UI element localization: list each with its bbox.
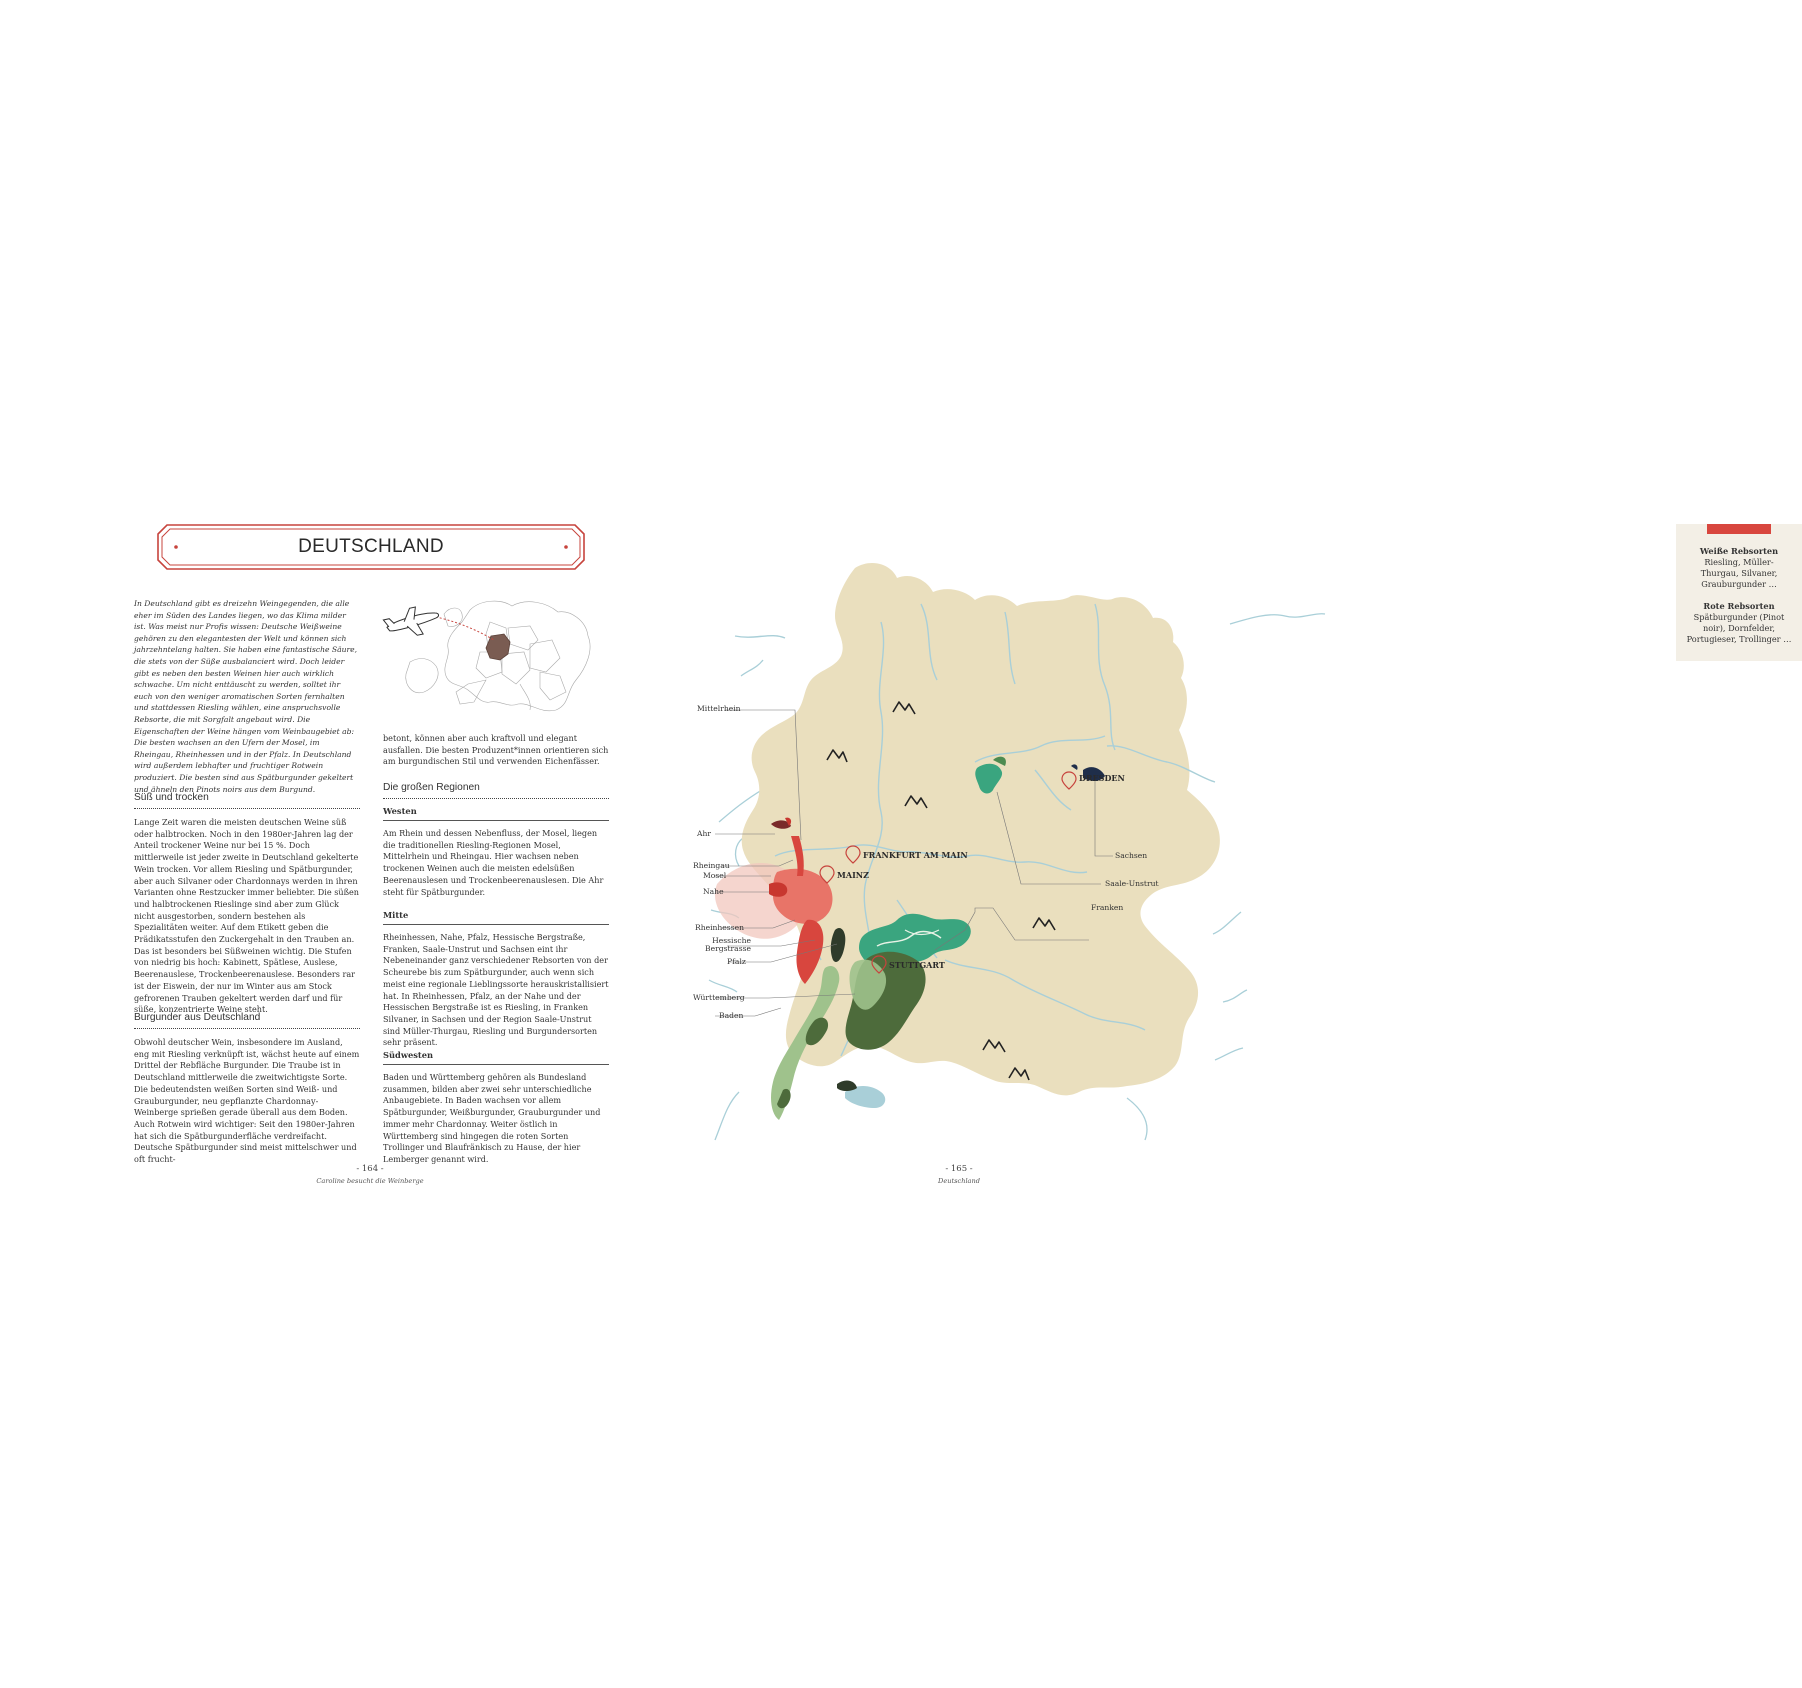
label-mittelrhein: Mittelrhein	[697, 704, 741, 713]
section-heading-regions: Die großen Regionen	[383, 782, 480, 793]
europe-mini-map	[390, 592, 595, 718]
flight-path	[432, 616, 494, 640]
running-head-left: Caroline besucht die Weinberge	[316, 1177, 424, 1185]
region-text-mid: Rheinhessen, Nahe, Pfalz, Hessische Bergstraße, Franken, Saale-Unstrut und Sachsen eint ihr Nebeneinander ganz verschiedener Rebsorten von der Scheurebe bis zum Spätburgunder, auch wenn sich meist eine regionale Lieblingssorte herauskristallisiert hat. In Rheinhessen, Pfalz, an der Nahe und der Hessischen Bergstraße ist es Riesling, in Franken Silvaner, in Sachsen und der Region Saale-Unstrut sind Müller-Thurgau, Riesling und Burgundersorten sehr präsent.	[383, 932, 609, 1048]
city-dresden: DRESDEN	[1079, 773, 1125, 783]
left-page	[0, 0, 675, 1688]
legend-red-title: Rote Rebsorten	[1703, 601, 1775, 611]
legend-white-title: Weiße Rebsorten	[1699, 546, 1779, 556]
region-heading-mid: Mitte	[383, 910, 409, 920]
region-rule	[383, 924, 609, 925]
section-heading-burgunder: Burgunder aus Deutschland	[134, 1012, 261, 1023]
region-text-west: Am Rhein und dessen Nebenfluss, der Mosel, liegen die traditionellen Riesling-Regionen Mosel, Mittelrhein und Rheingau. Hier wachsen neben trockenen Weinen auch die meisten edelsüßen Beerenauslesen und Trockenbeerenauslesen. Die Ahr steht für Spätburgunder.	[383, 828, 604, 897]
label-ahr: Ahr	[697, 829, 712, 838]
page-number-left: - 164 -	[356, 1164, 384, 1174]
label-rheinhessen: Rheinhessen	[695, 923, 744, 932]
label-baden: Baden	[719, 1011, 744, 1020]
section-rule	[134, 808, 360, 809]
section-text-burgunder: Obwohl deutscher Wein, insbesondere im Ausland, eng mit Riesling verknüpft ist, wächst heute auf einem Drittel der Rebfläche Burgunder. Die Traube ist in Deutschland mittlerweile die zweitwichtigste Sorte. Die bedeutendsten weißen Sorten sind Weiß- und Grauburgunder, neu gepflanzte Chardonnay-Weinberge sprießen gerade überall aus dem Boden. Auch Rotwein wird wichtiger: Seit den 1980er-Jahren hat sich die Spätburgunderfläche verdreifacht. Deutsche Spätburgunder sind meist mittelschwer und oft frucht-	[134, 1037, 360, 1165]
section-heading-sweet-dry: Süß und trocken	[134, 792, 209, 803]
right-page	[675, 0, 1792, 1688]
label-rheingau: Rheingau	[693, 861, 730, 870]
plane-icon	[382, 603, 442, 642]
intro-text: In Deutschland gibt es dreizehn Weingegenden, die alle eher im Süden des Landes liegen, wo das Klima milder ist. Was meist nur Profis wissen: Deutsche Weißweine gehören zu den elegantesten der Welt und können sich jahrzehntelang halten. Sie haben eine fantastische Säure, die stets von der Süße ausbalanciert wird. Doch leider gibt es neben den besten Weinen hier auch wirklich schwache. Um nicht enttäuscht zu werden, solltet ihr euch von den weniger aromatischen Sorten fernhalten und stattdessen Riesling wählen, eine anspruchsvolle Rebsorte, die mit Sorgfalt angebaut wird. Die Eigenschaften der Weine hängen vom Weinbaugebiet ab: Die besten wachsen an den Ufern der Mosel, im Rheingau, Rheinhessen und in der Pfalz. In Deutschland wird außerdem lebhafter und fruchtiger Rotwein produziert. Die besten sind aus Spätburgunder gekeltert und ähneln den Pinots noirs aus dem Burgund.	[134, 599, 358, 794]
legend-red-text: Spätburgunder (Pinot noir), Dornfelder, Portugieser, Trollinger …	[1686, 612, 1792, 644]
label-sachsen: Sachsen	[1115, 851, 1148, 860]
label-saale-unstrut: Saale-Unstrut	[1105, 879, 1159, 888]
city-mainz: MAINZ	[837, 870, 869, 880]
label-wuerttemberg: Württemberg	[693, 993, 745, 1002]
running-head-right: Deutschland	[938, 1177, 980, 1185]
column2-continuation: betont, können aber auch kraftvoll und elegant ausfallen. Die besten Produzent*innen orientieren sich am burgundischen Stil und verwenden Eichenfässer.	[383, 733, 609, 767]
germany-wine-map	[675, 500, 1350, 1200]
region-heading-west: Westen	[383, 806, 417, 816]
label-pfalz: Pfalz	[727, 957, 746, 966]
germany-highlight	[486, 634, 510, 660]
section-rule	[134, 1028, 360, 1029]
section-rule	[383, 798, 609, 799]
legend-tab	[1707, 524, 1771, 534]
label-franken: Franken	[1091, 903, 1124, 912]
legend-white-text: Riesling, Müller-Thurgau, Silvaner, Grauburgunder …	[1700, 557, 1778, 589]
region-text-southwest: Baden und Württemberg gehören als Bundesland zusammen, bilden aber zwei sehr unterschiedliche Anbaugebiete. In Baden wachsen vor allem Spätburgunder, Weißburgunder, Grauburgunder und immer mehr Chardonnay. Weiter östlich in Württemberg sind hingegen die roten Sorten Trollinger und Blaufränkisch zu Hause, der hier Lemberger genannt wird.	[383, 1072, 601, 1164]
page-title: DEUTSCHLAND	[298, 536, 444, 557]
city-stuttgart: STUTTGART	[889, 960, 945, 970]
page-number-right: - 165 -	[945, 1164, 973, 1174]
label-hessische-bergstrasse: Hessische Bergstrasse	[705, 936, 751, 953]
label-mosel: Mosel	[703, 871, 727, 880]
label-nahe: Nahe	[703, 887, 724, 896]
city-frankfurt: FRANKFURT AM MAIN	[863, 850, 968, 860]
section-text-sweet-dry: Lange Zeit waren die meisten deutschen Weine süß oder halbtrocken. Noch in den 1980er-Jahren lag der Anteil trockener Weine nur bei 15 %. Doch mittlerweile ist jeder zweite in Deutschland gekelterte Wein trocken. Vor allem Riesling und Spätburgunder, aber auch Silvaner oder Chardonnays werden in ihren Varianten ohne Restzucker immer beliebter. Die süßen und halbtrockenen Rieslinge sind aber zum Glück nicht ausgestorben, sondern bestehen als Spezialitäten weiter. Auf dem Etikett geben die Prädikatsstufen den Zuckergehalt in den Trauben an. Das ist besonders bei Süßweinen wichtig. Die Stufen von niedrig bis hoch: Kabinett, Spätlese, Auslese, Beerenauslese, Trockenbeerenauslese. Besonders rar ist der Eiswein, der nur im Winter aus am Stock gefrorenen Trauben gekeltert werden darf und für süße, konzentrierte Weine steht.	[134, 817, 360, 1015]
grape-legend	[1676, 524, 1802, 661]
region-rule	[383, 1064, 609, 1065]
title-plaque	[157, 524, 585, 570]
region-bodensee	[837, 1081, 857, 1091]
region-heading-southwest: Südwesten	[383, 1050, 434, 1060]
region-rule	[383, 820, 609, 821]
